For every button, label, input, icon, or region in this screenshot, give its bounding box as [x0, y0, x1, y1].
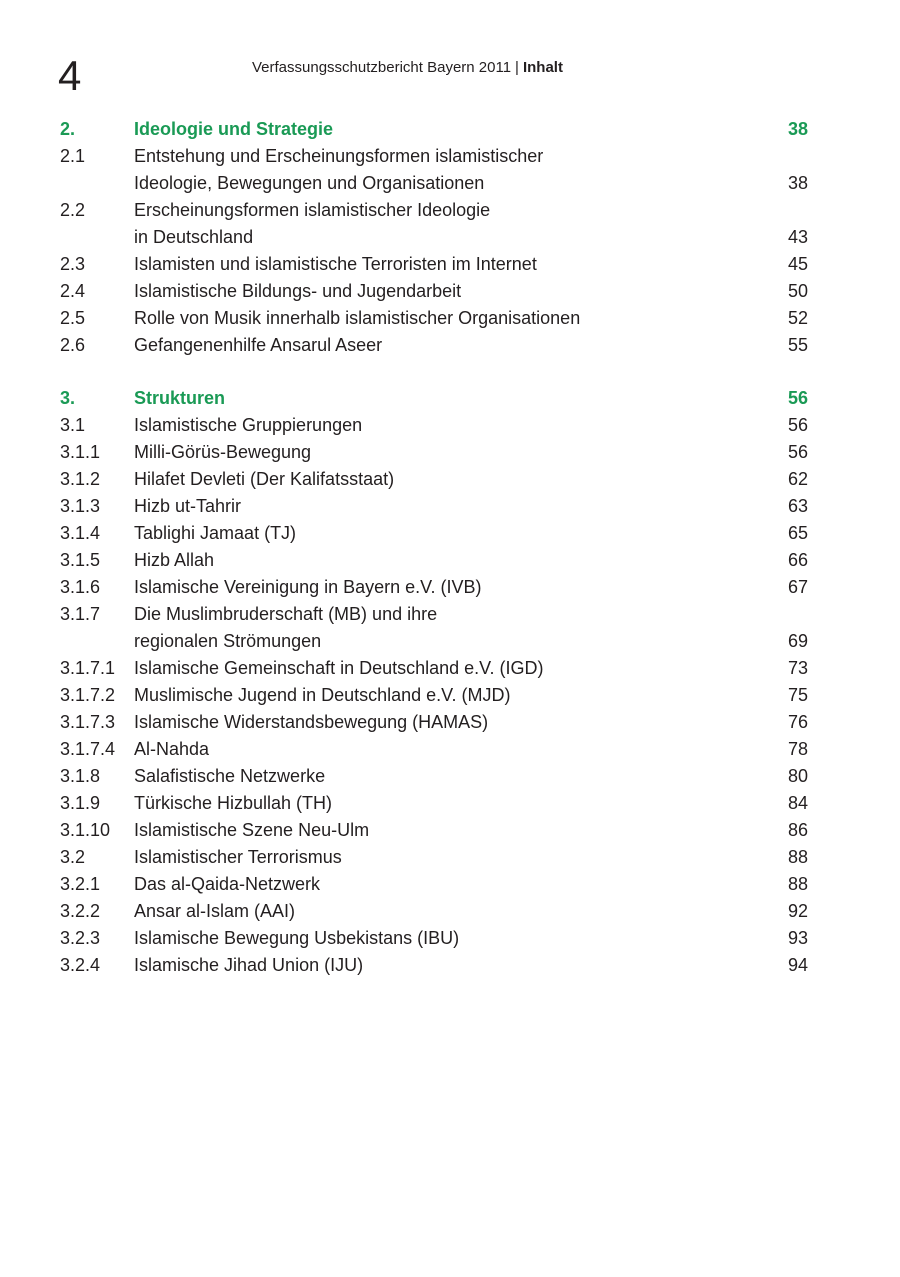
toc-entry-title-line: Islamische Widerstandsbewegung (HAMAS): [134, 712, 489, 732]
toc-heading-page: 38: [787, 119, 808, 139]
toc-entry-number: 2.6: [60, 335, 86, 355]
toc-entry-number: 3.1.7: [60, 604, 101, 624]
toc-entry[interactable]: [60, 682, 808, 709]
toc-entry-title-line: Islamistischer Terrorismus: [134, 847, 342, 867]
toc-entry-title-line: Islamisten und islamistische Terroristen im Internet: [134, 254, 537, 274]
toc-entry-number: 2.1: [60, 146, 86, 166]
toc-entry[interactable]: [60, 197, 808, 251]
toc-entry-title-line: Islamische Jihad Union (IJU): [134, 955, 364, 975]
toc-entry-page: 80: [787, 766, 808, 786]
toc-heading-number: 2.: [60, 119, 76, 139]
toc-entry-title: [134, 278, 728, 305]
toc-entry-title-line: Gefangenenhilfe Ansarul Aseer: [134, 335, 383, 355]
toc-entry-title-line: Salafistische Netzwerke: [134, 766, 326, 786]
toc-entry-number: 3.1.6: [60, 577, 101, 597]
toc-entry[interactable]: [60, 709, 808, 736]
toc-entry-title: [134, 655, 728, 682]
toc-entry-page: 43: [787, 227, 808, 247]
toc-entry-title: [134, 952, 728, 979]
toc-entry-number: 3.1.3: [60, 496, 101, 516]
toc-entry-page: 56: [787, 415, 808, 435]
toc-heading-title: Strukturen: [134, 388, 226, 408]
toc-entry-number: 3.1.4: [60, 523, 101, 543]
toc-entry-title: [134, 709, 728, 736]
toc-entry-page: 50: [787, 281, 808, 301]
toc-heading-number: 3.: [60, 388, 76, 408]
toc-entry-number: 3.1.5: [60, 550, 101, 570]
toc-entry-page: 88: [787, 847, 808, 867]
toc-entry-title: [134, 439, 728, 466]
toc-entry-title-line: Ansar al-Islam (AAI): [134, 901, 296, 921]
toc-entry-title-line: Islamistische Bildungs- und Jugendarbeit: [134, 281, 462, 301]
toc-entry-title: [134, 790, 728, 817]
toc-entry-title-line: Al-Nahda: [134, 739, 210, 759]
toc-entry-number: 3.2.1: [60, 874, 101, 894]
toc-entry-title: [134, 143, 728, 197]
toc-entry-title-line: Rolle von Musik innerhalb islamistischer Organisationen: [134, 308, 581, 328]
toc-entry-title: [134, 601, 728, 655]
toc-entry-title: [134, 682, 728, 709]
toc-entry[interactable]: [60, 925, 808, 952]
toc-entry-title-line: Hizb ut-Tahrir: [134, 496, 242, 516]
toc-entry[interactable]: [60, 844, 808, 871]
toc-entry-title-line: regionalen Strömungen: [134, 631, 322, 651]
toc-entry[interactable]: [60, 763, 808, 790]
page-number: 4: [58, 52, 82, 99]
toc-entry-title: [134, 466, 728, 493]
toc-entry-number: 3.1.8: [60, 766, 101, 786]
toc-section-2: [60, 116, 808, 359]
toc-entry-page: 78: [787, 739, 808, 759]
toc-entry-title: [134, 547, 728, 574]
toc-entry-title-line: Islamische Vereinigung in Bayern e.V. (IVB): [134, 577, 482, 597]
toc-entry[interactable]: [60, 466, 808, 493]
running-header: [252, 58, 563, 78]
toc-entry-title-line: Islamistische Szene Neu-Ulm: [134, 820, 370, 840]
toc-entry[interactable]: [60, 898, 808, 925]
toc-entry-number: 3.1.7.2: [60, 685, 116, 705]
table-of-contents: [60, 116, 808, 979]
toc-heading-title: Ideologie und Strategie: [134, 119, 334, 139]
toc-entry-title-line: Hilafet Devleti (Der Kalifatsstaat): [134, 469, 395, 489]
toc-entry-number: 3.1.9: [60, 793, 101, 813]
toc-entry-title-line: Die Muslimbruderschaft (MB) und ihre: [134, 604, 438, 624]
toc-entry-page: 56: [787, 442, 808, 462]
header-section: Inhalt: [522, 59, 563, 76]
toc-entry-page: 76: [787, 712, 808, 732]
toc-entry[interactable]: [60, 251, 808, 278]
running-title: Verfassungsschutzbericht Bayern 2011: [252, 59, 512, 76]
toc-entry-page: 67: [787, 577, 808, 597]
toc-entry-title: [134, 736, 728, 763]
toc-entry[interactable]: [60, 143, 808, 197]
toc-entry-title-line: Tablighi Jamaat (TJ): [134, 523, 297, 543]
toc-entry-title: [134, 871, 728, 898]
toc-entry-title: [134, 817, 728, 844]
toc-entry-number: 3.1.7.4: [60, 739, 116, 759]
toc-entry-page: 75: [787, 685, 808, 705]
toc-entry-title-line: Islamistische Gruppierungen: [134, 415, 363, 435]
toc-entry-page: 69: [787, 631, 808, 651]
toc-entry-number: 3.1.2: [60, 469, 101, 489]
toc-entry-number: 3.1: [60, 415, 86, 435]
toc-entry-page: 86: [787, 820, 808, 840]
toc-entry-title-line: Ideologie, Bewegungen und Organisationen: [134, 173, 485, 193]
toc-entry[interactable]: [60, 871, 808, 898]
toc-entry[interactable]: [60, 547, 808, 574]
toc-entry-title-line: Das al-Qaida-Netzwerk: [134, 874, 321, 894]
toc-entry-title: [134, 763, 728, 790]
toc-entry[interactable]: [60, 332, 808, 359]
toc-entry-title: [134, 574, 728, 601]
toc-entry-number: 3.1.1: [60, 442, 101, 462]
toc-entry-title-line: Türkische Hizbullah (TH): [134, 793, 333, 813]
toc-entry[interactable]: [60, 493, 808, 520]
toc-entry-title-line: Erscheinungsformen islamistischer Ideologie: [134, 200, 491, 220]
toc-entry-page: 55: [787, 335, 808, 355]
toc-entry-number: 3.2.3: [60, 928, 101, 948]
toc-entry-title-line: Entstehung und Erscheinungsformen islamistischer: [134, 146, 544, 166]
toc-entry-number: 2.3: [60, 254, 86, 274]
toc-entry-page: 62: [787, 469, 808, 489]
toc-entry-number: 3.1.10: [60, 820, 111, 840]
toc-entry-title: [134, 197, 728, 251]
toc-entry-page: 94: [787, 955, 808, 975]
toc-entry[interactable]: [60, 574, 808, 601]
toc-entry-title-line: in Deutschland: [134, 227, 254, 247]
toc-entry-page: 65: [787, 523, 808, 543]
toc-entry-title: [134, 493, 728, 520]
toc-entry-page: 84: [787, 793, 808, 813]
toc-entry-title: [134, 925, 728, 952]
toc-entry[interactable]: [60, 952, 808, 979]
toc-entry[interactable]: [60, 736, 808, 763]
toc-entry-page: 66: [787, 550, 808, 570]
toc-entry-number: 3.1.7.3: [60, 712, 116, 732]
toc-section-heading[interactable]: [60, 116, 808, 143]
toc-entry[interactable]: [60, 305, 808, 332]
toc-entry-page: 63: [787, 496, 808, 516]
toc-section-3: [60, 385, 808, 979]
toc-entry-page: 45: [787, 254, 808, 274]
toc-heading-page: 56: [787, 388, 808, 408]
toc-entry-page: 52: [787, 308, 808, 328]
toc-section-heading[interactable]: [60, 385, 808, 412]
toc-entry-title: [134, 844, 728, 871]
toc-entry-title: [134, 332, 728, 359]
toc-entry-title: [134, 898, 728, 925]
toc-entry[interactable]: [60, 520, 808, 547]
toc-entry[interactable]: [60, 278, 808, 305]
toc-entry[interactable]: [60, 439, 808, 466]
toc-entry-page: 93: [787, 928, 808, 948]
toc-entry-number: 2.2: [60, 200, 86, 220]
toc-entry-number: 3.2: [60, 847, 86, 867]
toc-entry[interactable]: [60, 412, 808, 439]
toc-entry[interactable]: [60, 655, 808, 682]
toc-entry-page: 88: [787, 874, 808, 894]
toc-entry-number: 3.2.4: [60, 955, 101, 975]
toc-entry-title: [134, 251, 728, 278]
toc-entry[interactable]: [60, 817, 808, 844]
header-separator: |: [515, 59, 519, 76]
toc-entry-number: 2.5: [60, 308, 86, 328]
toc-entry-title-line: Hizb Allah: [134, 550, 215, 570]
toc-entry-title-line: Milli-Görüs-Bewegung: [134, 442, 312, 462]
toc-entry-number: 2.4: [60, 281, 86, 301]
toc-entry-page: 92: [787, 901, 808, 921]
toc-entry-number: 3.2.2: [60, 901, 101, 921]
toc-entry-title-line: Islamische Gemeinschaft in Deutschland e.V. (IGD): [134, 658, 544, 678]
toc-entry-title: [134, 305, 728, 332]
toc-entry-title: [134, 520, 728, 547]
toc-entry-number: 3.1.7.1: [60, 658, 116, 678]
toc-entry-title-line: Muslimische Jugend in Deutschland e.V. (MJD): [134, 685, 511, 705]
toc-entry-page: 38: [787, 173, 808, 193]
toc-entry[interactable]: [60, 790, 808, 817]
toc-entry[interactable]: [60, 601, 808, 655]
toc-entry-page: 73: [787, 658, 808, 678]
toc-entry-title-line: Islamische Bewegung Usbekistans (IBU): [134, 928, 460, 948]
toc-entry-title: [134, 412, 728, 439]
